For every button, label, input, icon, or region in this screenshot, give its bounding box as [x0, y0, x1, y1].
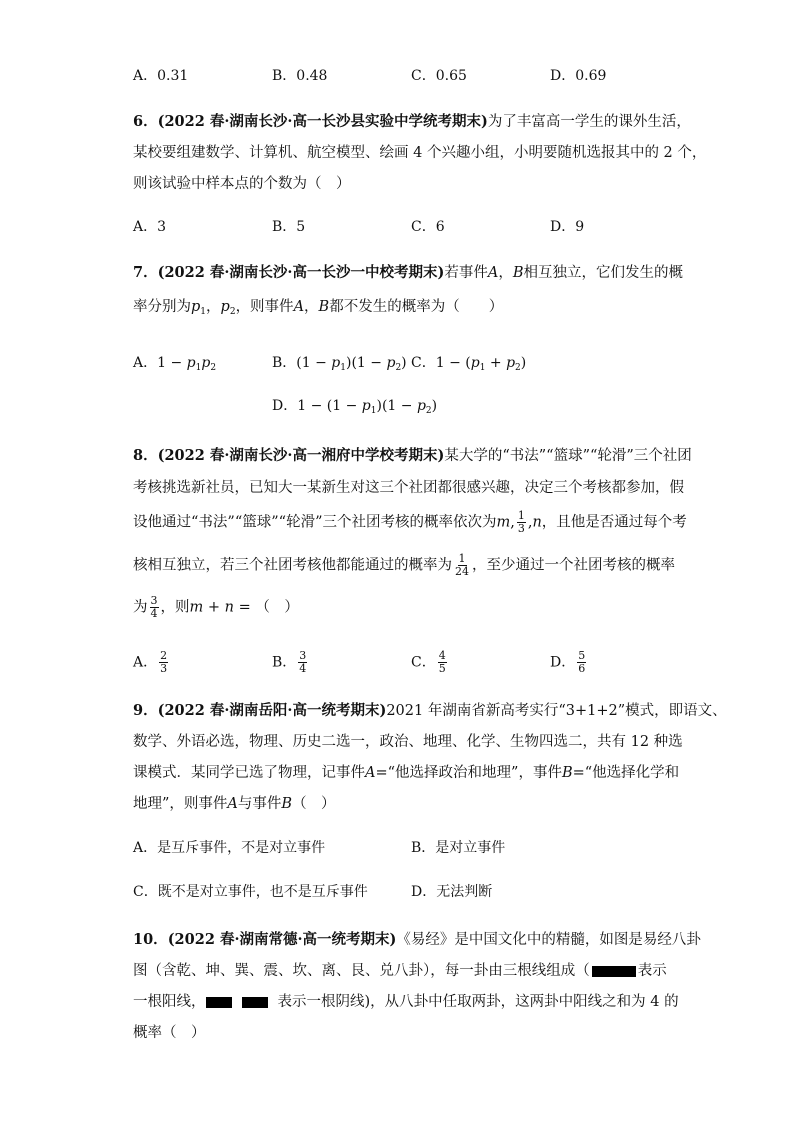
event-a: A: [365, 765, 376, 781]
q8-line-4: [133, 553, 675, 578]
subscript: 2: [515, 363, 521, 373]
numerator: 4: [438, 649, 446, 662]
q9-line-1: [133, 701, 727, 721]
question-number: 9．: [133, 702, 158, 719]
var-p: p: [361, 398, 371, 414]
q10-line-1: [133, 930, 701, 950]
subscript: 1: [479, 363, 486, 373]
expr: )(1 −: [346, 355, 387, 371]
question-text: 若事件: [444, 265, 488, 281]
q7-line-2: [133, 297, 503, 322]
question-number: 10．: [133, 931, 168, 948]
event-b: B: [561, 765, 573, 781]
question-text: 图（含乾、坤、巽、震、坎、离、艮、兑八卦），每一卦由三根线组成（: [133, 963, 590, 979]
var-p: p: [220, 299, 230, 315]
q6-line-3: 则该试验中样本点的个数为（ ）: [133, 176, 351, 192]
expr: m + n: [189, 599, 234, 616]
question-number: 6．: [133, 113, 158, 130]
option-b: [272, 650, 309, 675]
subscript: 1: [195, 363, 202, 373]
option-b: B．是对立事件: [411, 840, 506, 856]
numerator: 1: [458, 552, 466, 565]
expr: (1 −: [296, 355, 332, 371]
fraction: [150, 595, 159, 620]
q9-line-3: [133, 763, 679, 783]
numerator: 1: [517, 509, 525, 522]
fraction: [517, 510, 526, 535]
option-d: D．9: [550, 219, 585, 235]
denominator: 3: [160, 662, 168, 675]
expr: 1 −: [157, 355, 187, 371]
q7-line-1: [133, 263, 683, 283]
fraction: [159, 650, 168, 675]
var-n: n: [532, 514, 542, 531]
denominator: 24: [455, 565, 469, 578]
numerator: 3: [150, 594, 158, 607]
question-source: (2022 春·湖南岳阳·高一统考期末): [157, 702, 387, 719]
question-text: 相互独立，它们发生的概: [523, 265, 683, 281]
q8-line-1: [133, 446, 692, 466]
expr: ): [401, 355, 407, 371]
fraction: [298, 650, 307, 675]
punct: ，: [498, 265, 513, 281]
option-label: B．: [272, 654, 297, 671]
question-text: 设他通过“书法”“篮球”“轮滑”三个社团考核的概率依次为: [133, 514, 497, 531]
question-text: 2021 年湖南省新高考实行“3+1+2”模式，即语文、: [386, 703, 727, 719]
question-text: （ ）: [292, 796, 336, 812]
question-text: 某大学的“书法”“篮球”“轮滑”三个社团: [444, 448, 692, 464]
subscript: 1: [340, 363, 346, 373]
var-p: p: [416, 398, 426, 414]
denominator: 4: [150, 607, 158, 620]
numerator: 3: [299, 649, 307, 662]
option-c: C．6: [411, 219, 445, 235]
expr: )(1 −: [376, 398, 417, 414]
subscript: 2: [395, 363, 402, 373]
question-text: ，且他是否通过每个考: [541, 514, 687, 531]
var-p: p: [470, 355, 480, 371]
q10-line-2: [133, 961, 667, 981]
option-a: [133, 650, 170, 675]
denominator: 5: [438, 662, 446, 675]
question-source: (2022 春·湖南长沙·高一湘府中学校考期末): [157, 447, 445, 464]
numerator: 2: [160, 649, 168, 662]
option-a: A．3: [133, 219, 167, 235]
fraction: [438, 650, 447, 675]
expr: ): [431, 398, 438, 414]
q8-line-5: [133, 595, 299, 620]
question-text: ，则事件: [235, 299, 294, 315]
option-c: [411, 353, 526, 378]
q6-line-2: 某校要组建数学、计算机、航空模型、绘画 4 个兴趣小组，小明要随机选报其中的 2 个，: [133, 145, 707, 161]
expr: ): [520, 355, 527, 371]
subscript: 2: [210, 363, 217, 373]
q8-line-3: 设他通过“书法”“篮球”“轮滑”三个社团考核的概率依次为m, $\frac{1}{3}$ ,n，且他是否通过每个考: [133, 509, 687, 535]
option-label: A．: [133, 355, 158, 371]
yang-line-icon: [592, 966, 636, 977]
expr: 1 − (1 −: [297, 398, 362, 414]
question-text: 表示一根阴线)，从八卦中任取两卦，这两卦中阳线之和为 4 的: [277, 994, 679, 1010]
fraction: [577, 650, 586, 675]
option-label: D．: [550, 654, 576, 671]
option-c: C．0.65: [411, 68, 467, 84]
denominator: 3: [517, 522, 525, 535]
question-text: 核相互独立，若三个社团考核他都能通过的概率为: [133, 557, 452, 574]
option-c: [411, 650, 449, 675]
question-text: 与事件: [237, 796, 282, 812]
subscript: 1: [200, 307, 207, 317]
punct: ，: [206, 299, 221, 315]
option-b: [272, 353, 407, 378]
event-b: B: [318, 299, 330, 315]
question-text: = （ ）: [233, 599, 299, 616]
option-a: A．是互斥事件，不是对立事件: [133, 840, 326, 856]
question-text: 《易经》是中国文化中的精髓，如图是易经八卦: [396, 932, 701, 948]
event-a: A: [487, 265, 499, 281]
question-text: 都不发生的概率为（ ）: [329, 299, 504, 315]
var-p: p: [506, 355, 516, 371]
q9-line-2: 数学、外语必选，物理、历史二选一，政治、地理、化学、生物四选二，共有 12 种选: [133, 734, 683, 750]
question-text: ，至少通过一个社团考核的概率: [472, 557, 675, 574]
option-label: D．: [272, 398, 298, 414]
fraction: [454, 553, 470, 578]
question-text: 为: [133, 599, 148, 616]
var-p: p: [386, 355, 396, 371]
question-text: 率分别为: [133, 299, 191, 315]
expr: +: [485, 355, 507, 371]
q6-line-1: [133, 112, 691, 132]
question-number: 8．: [133, 447, 158, 464]
var-p: p: [191, 299, 201, 315]
subscript: 2: [425, 406, 432, 416]
option-a: [133, 353, 216, 378]
q10-line-3: [133, 992, 679, 1012]
option-label: B．: [272, 355, 297, 371]
subscript: 2: [229, 307, 236, 317]
yin-line-right-icon: [242, 997, 268, 1008]
expr: 1 − (: [435, 355, 471, 371]
q8-line-2: 考核挑选新社员，已知大一某新生对这三个社团都很感兴趣，决定三个考核都参加，假: [133, 480, 684, 496]
question-text: 课模式．某同学已选了物理，记事件: [133, 765, 365, 781]
option-d: [550, 650, 588, 675]
option-d: D．无法判断: [411, 884, 493, 900]
event-a: A: [227, 796, 238, 812]
option-d: D．0.69: [550, 68, 607, 84]
event-b: B: [512, 265, 524, 281]
option-b: B．5: [272, 219, 306, 235]
var-p: p: [331, 355, 341, 371]
question-text: ，则: [160, 599, 190, 616]
option-a: A．0.31: [133, 68, 189, 84]
q9-line-4: [133, 794, 336, 814]
denominator: 6: [578, 662, 586, 675]
question-text: =“他选择化学和: [572, 765, 680, 781]
yin-line-left-icon: [206, 997, 232, 1008]
question-text: 一根阳线，: [133, 994, 206, 1010]
var-m: m: [496, 514, 511, 531]
option-c: C．既不是对立事件，也不是互斥事件: [133, 884, 368, 900]
question-source: (2022 春·湖南长沙·高一长沙县实验中学统考期末): [157, 113, 488, 130]
numerator: 5: [578, 649, 586, 662]
question-text: 地理”，则事件: [133, 796, 228, 812]
question-source: (2022 春·湖南长沙·高一长沙一中校考期末): [157, 264, 445, 281]
question-text: 表示: [637, 963, 667, 979]
question-text: 为了丰富高一学生的课外生活，: [487, 114, 691, 130]
subscript: 1: [370, 406, 377, 416]
event-b: B: [281, 796, 293, 812]
q10-line-4: 概率（ ）: [133, 1025, 206, 1041]
option-b: B．0.48: [272, 68, 328, 84]
var-p: p: [201, 355, 211, 371]
option-label: C．: [411, 654, 436, 671]
option-d: [272, 396, 437, 421]
question-number: 7．: [133, 264, 158, 281]
punct: ，: [304, 299, 319, 315]
option-label: A．: [133, 654, 158, 671]
var-p: p: [186, 355, 196, 371]
option-label: C．: [411, 355, 436, 371]
question-text: =“他选择政治和地理”，事件: [375, 765, 562, 781]
denominator: 4: [299, 662, 307, 675]
event-a: A: [293, 299, 305, 315]
question-source: (2022 春·湖南常德·高一统考期末): [167, 931, 397, 948]
